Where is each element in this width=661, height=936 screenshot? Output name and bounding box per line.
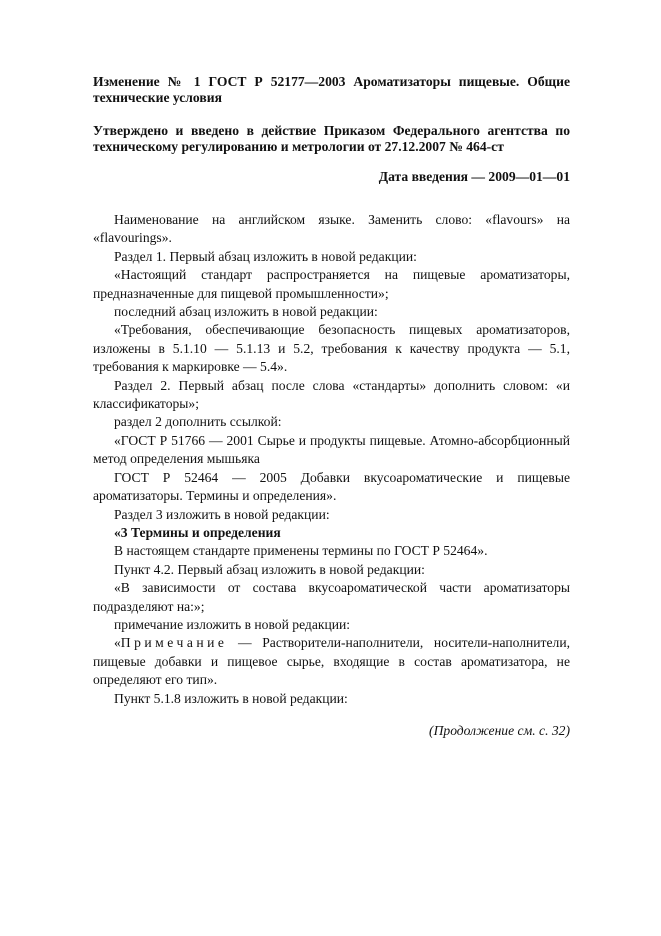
paragraph: Раздел 3 изложить в новой редакции: (114, 506, 330, 522)
paragraph: Наименование на английском языке. Заменить слово: «flavours» на «flavourings». (93, 212, 570, 246)
note-label: Примечание (120, 635, 228, 651)
paragraph: «ГОСТ Р 51766 — 2001 Сырье и продукты пищевые. Атомно-абсорбционный метод определения мышьяка (93, 432, 570, 467)
paragraph: примечание изложить в новой редакции: (114, 616, 351, 632)
paragraph: Раздел 2. Первый абзац после слова «стандарты» дополнить словом: «и классификаторы»; (93, 377, 570, 412)
paragraph: Пункт 4.2. Первый абзац изложить в новой редакции: (114, 561, 425, 577)
document-page (93, 74, 570, 740)
paragraph: «Настоящий стандарт распространяется на пищевые ароматизаторы, предназначенные для пищевой промышленности»; (93, 267, 570, 301)
amendment-body (93, 211, 570, 708)
paragraph: ГОСТ Р 52464 — 2005 Добавки вкусоароматические и пищевые ароматизаторы. Термины и определения». (93, 469, 570, 504)
note-text: — Растворители-наполнители, носители-наполнители, пищевые добавки и пищевое сырье, входящие в состав ароматизатора, не определяют его тип». (93, 635, 570, 688)
paragraph: «В зависимости от состава вкусоароматической части ароматизаторы подразделяют на:»; (93, 580, 570, 614)
paragraph: Пункт 5.1.8 изложить в новой редакции: (114, 690, 348, 706)
continuation-note: (Продолжение см. с. 32) (429, 722, 570, 738)
paragraph: «Требования, обеспечивающие безопасность пищевых ароматизаторов, изложены в 5.1.10 — 5.1.13 и 5.2, требования к качеству продукта — 5.1, требования к маркировке — 5.4». (93, 322, 570, 375)
paragraph: раздел 2 дополнить ссылкой: (114, 414, 282, 430)
paragraph: В настоящем стандарте применены термины по ГОСТ Р 52464». (114, 543, 488, 559)
heading-spacer (93, 106, 570, 123)
approval-statement: Утверждено и введено в действие Приказом Федерального агентства по техническому регулированию и метрологии от 27.12.2007 № 464-ст (93, 123, 570, 154)
paragraph: Раздел 1. Первый абзац изложить в новой редакции: (114, 248, 417, 264)
effective-date: Дата введения — 2009—01—01 (378, 169, 570, 184)
note-paragraph (93, 634, 570, 689)
amendment-title: Изменение № 1 ГОСТ Р 52177—2003 Ароматизаторы пищевые. Общие технические условия (93, 74, 570, 105)
note-open-quote: « (114, 635, 121, 651)
section-heading: «3 Термины и определения (114, 524, 281, 540)
paragraph: последний абзац изложить в новой редакции: (114, 304, 378, 320)
